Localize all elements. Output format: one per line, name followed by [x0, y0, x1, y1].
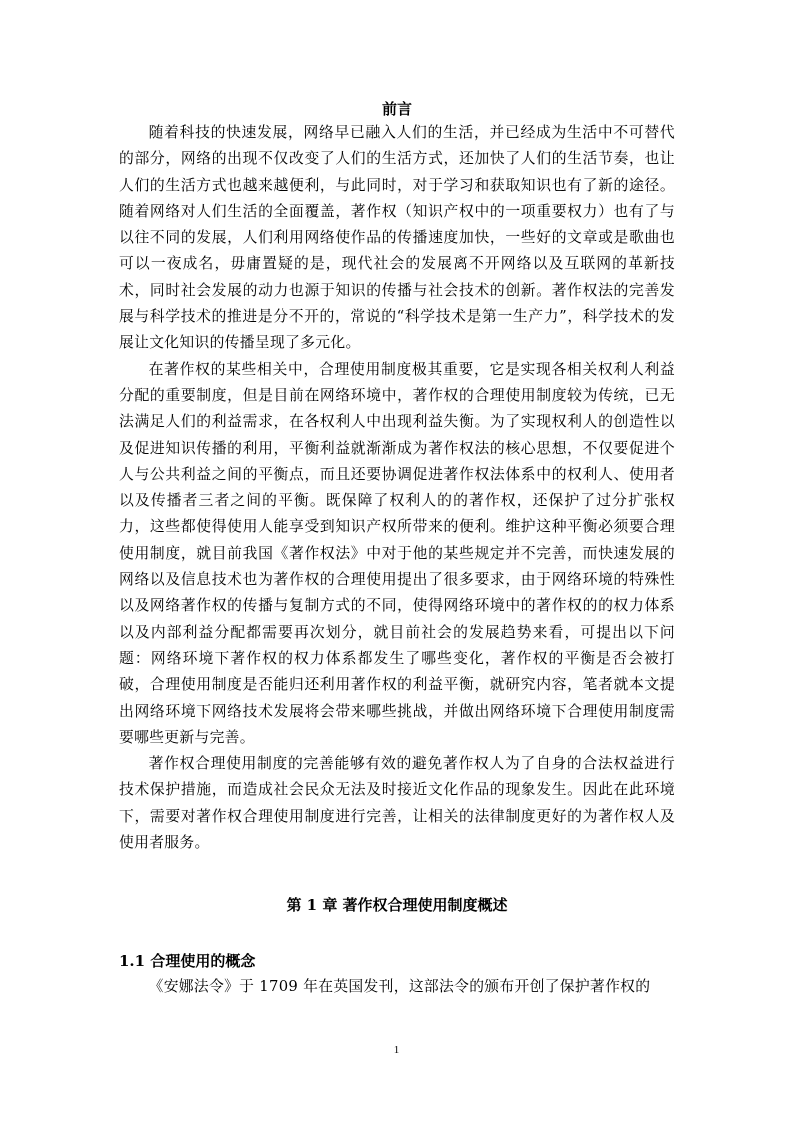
- chapter-title: 第 1 章 著作权合理使用制度概述: [286, 896, 508, 915]
- preface-title: 前言: [381, 100, 412, 118]
- preface-paragraph-3: 著作权合理使用制度的完善能够有效的避免著作权人为了自身的合法权益进行技术保护措施，而造成社会民众无法及时接近文化作品的现象发生。因此在此环境下，需要对著作权合理使用制度进行完善，让相关的法律制度更好的为著作权人及使用者服务。: [119, 755, 675, 852]
- section-title: 1.1 合理使用的概念: [119, 952, 256, 971]
- preface-paragraph-2: 在著作权的某些相关中，合理使用制度极其重要，它是实现各相关权利人利益分配的重要制度，但是目前在网络环境中，著作权的合理使用制度较为传统，已无法满足人们的利益需求，在各权利人中出现利益失衡。为了实现权利人的创造性以及促进知识传播的利用，平衡利益就渐渐成为著作权法的核心思想，不仅要促进个人与公共利益之间的平衡点，而且还要协调促进著作权法体系中的权利人、使用者以及传播者三者之间的平衡。既保障了权利人的的著作权，还保护了过分扩张权力，这些都使得使用人能享受到知识产权所带来的便利。维护这种平衡必须要合理使用制度，就目前我国《著作权法》中对于他的某些规定并不完善，而快速发展的网络以及信息技术也为著作权的合理使用提出了很多要求，由于网络环境的特殊性以及网络著作权的传播与复制方式的不同，使得网络环境中的著作权的的权力体系以及内部利益分配都需要再次划分，就目前社会的发展趋势来看，可提出以下问题：网络环境下著作权的权力体系都发生了哪些变化，著作权的平衡是否会被打破，合理使用制度是否能归还利用著作权的利益平衡，就研究内容，笔者就本文提出网络环境下网络技术发展将会带来哪些挑战，并做出网络环境下合理使用制度需要哪些更新与完善。: [119, 360, 675, 746]
- page-number: 1: [393, 1044, 400, 1056]
- page-content: [119, 98, 675, 1001]
- section-paragraph-1: 《安娜法令》于 1709 年在英国发刊，这部法令的颁布开创了保护著作权的: [148, 978, 651, 996]
- preface-paragraph-1: 随着科技的快速发展，网络早已融入人们的生活，并已经成为生活中不可替代的部分，网络的出现不仅改变了人们的生活方式，还加快了人们的生活节奏，也让人们的生活方式也越来越便利，与此同时，对于学习和获取知识也有了新的途径。随着网络对人们生活的全面覆盖，著作权（知识产权中的一项重要权力）也有了与以往不同的发展，人们利用网络使作品的传播速度加快，一些好的文章或是歌曲也可以一夜成名，毋庸置疑的是，现代社会的发展离不开网络以及互联网的革新技术，同时社会发展的动力也源于知识的传播与社会技术的创新。著作权法的完善发展与科学技术的推进是分不开的，常说的“科学技术是第一生产力”，科学技术的发展让文化知识的传播呈现了多元化。: [119, 124, 675, 352]
